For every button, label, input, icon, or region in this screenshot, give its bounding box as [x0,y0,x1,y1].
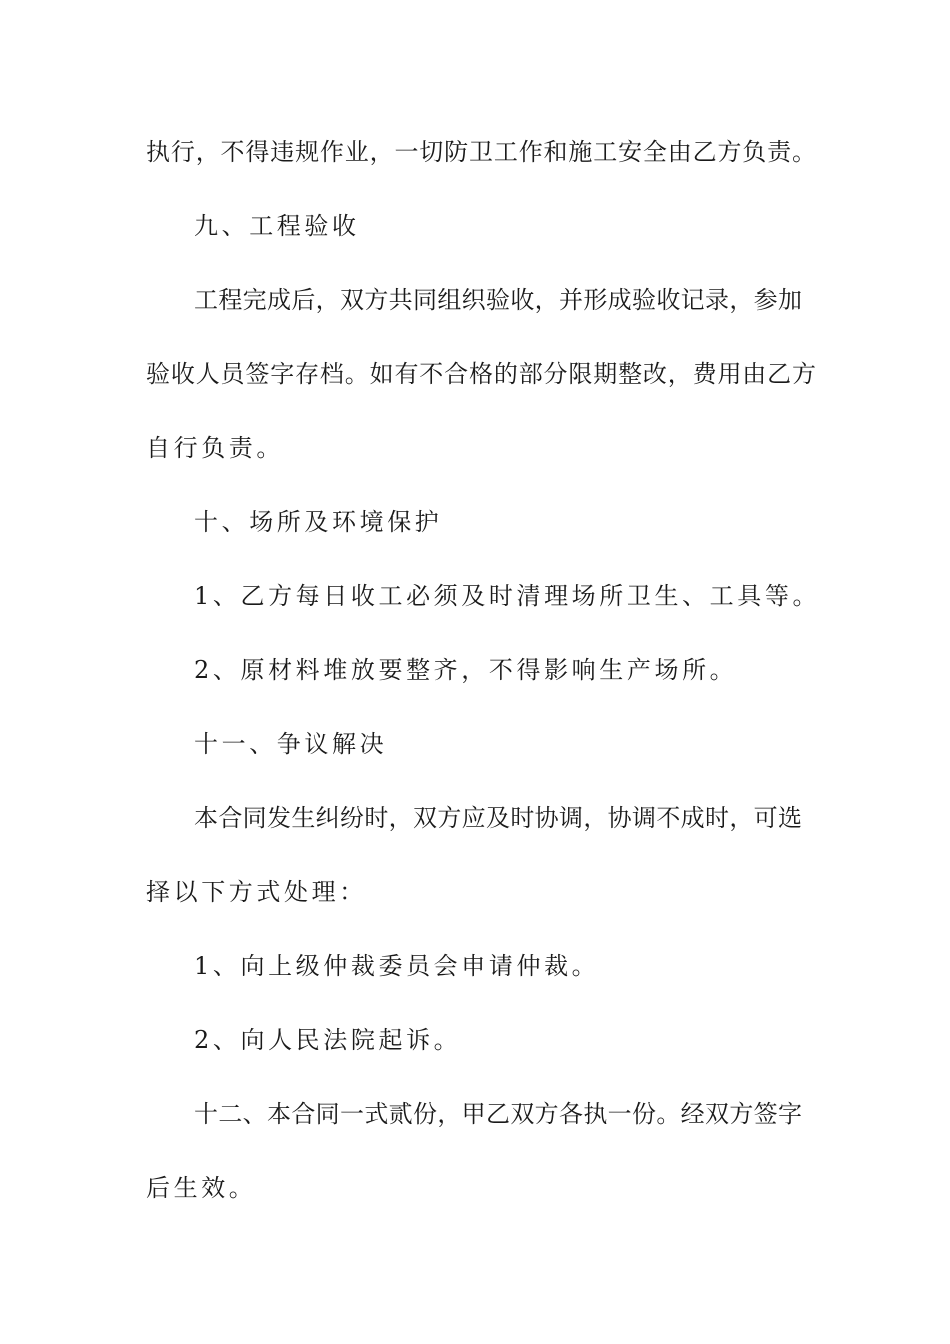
paragraph-line: 择以下方式处理： [146,878,367,906]
list-item: 2、原材料堆放要整齐，不得影响生产场所。 [194,656,738,684]
list-item: 2、向人民法院起诉。 [194,1026,462,1054]
paragraph-line: 本合同发生纠纷时，双方应及时协调，协调不成时，可选 [194,804,802,832]
section-heading: 十一、争议解决 [194,730,388,758]
paragraph-line: 工程完成后，双方共同组织验收，并形成验收记录，参加 [194,286,802,314]
list-item: 1、乙方每日收工必须及时清理场所卫生、工具等。 [194,582,821,610]
paragraph-line: 执行，不得违规作业，一切防卫工作和施工安全由乙方负责。 [146,138,816,166]
paragraph-line: 验收人员签字存档。如有不合格的部分限期整改，费用由乙方 [146,360,816,388]
paragraph-line: 自行负责。 [146,434,284,462]
section-heading: 十二、本合同一式贰份，甲乙双方各执一份。经双方签字 [194,1100,802,1128]
list-item: 1、向上级仲裁委员会申请仲裁。 [194,952,600,980]
paragraph-line: 后生效。 [146,1174,257,1202]
section-heading: 十、场所及环境保护 [194,508,443,536]
section-heading: 九、工程验收 [194,212,360,240]
